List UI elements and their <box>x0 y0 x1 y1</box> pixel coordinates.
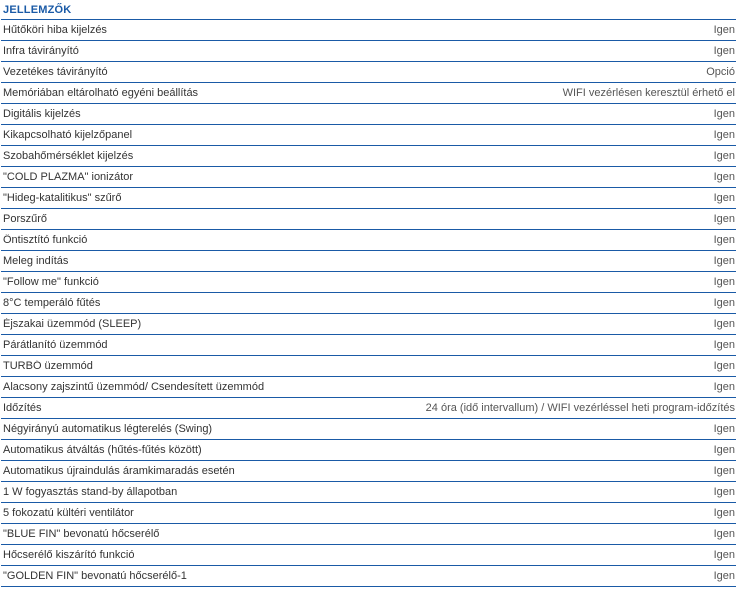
feature-value: Igen <box>713 255 735 267</box>
features-list <box>1 20 736 587</box>
table-row <box>1 440 736 461</box>
feature-label: "Follow me" funkció <box>3 276 99 288</box>
feature-label: Digitális kijelzés <box>3 108 81 120</box>
feature-value: Igen <box>713 444 735 456</box>
feature-label: Memóriában eltárolható egyéni beállítás <box>3 87 199 99</box>
table-row <box>1 41 736 62</box>
feature-value: Igen <box>713 24 735 36</box>
feature-value: Igen <box>713 318 735 330</box>
feature-value: Igen <box>713 297 735 309</box>
table-row <box>1 419 736 440</box>
feature-value: Igen <box>713 213 735 225</box>
table-row <box>1 293 736 314</box>
feature-label: Kikapcsolható kijelzőpanel <box>3 129 133 141</box>
table-row <box>1 398 736 419</box>
feature-label: Hűtőköri hiba kijelzés <box>3 24 107 36</box>
table-row <box>1 314 736 335</box>
feature-value: Igen <box>713 108 735 120</box>
feature-value: Igen <box>713 129 735 141</box>
feature-value: Igen <box>713 45 735 57</box>
feature-value: Igen <box>713 570 735 582</box>
feature-label: 5 fokozatú kültéri ventilátor <box>3 507 134 519</box>
feature-value: Igen <box>713 528 735 540</box>
table-row <box>1 83 736 104</box>
table-row <box>1 167 736 188</box>
table-row <box>1 251 736 272</box>
table-row <box>1 503 736 524</box>
feature-label: Automatikus újraindulás áramkimaradás esetén <box>3 465 235 477</box>
feature-label: "COLD PLAZMA" ionizátor <box>3 171 134 183</box>
feature-value: Igen <box>713 465 735 477</box>
feature-value: Opció <box>706 66 735 78</box>
feature-value: Igen <box>713 507 735 519</box>
feature-value: Igen <box>713 486 735 498</box>
table-row <box>1 20 736 41</box>
table-row <box>1 377 736 398</box>
feature-label: Vezetékes távirányító <box>3 66 108 78</box>
feature-label: Porszűrő <box>3 213 48 225</box>
table-row <box>1 335 736 356</box>
feature-label: 1 W fogyasztás stand-by állapotban <box>3 486 178 498</box>
table-row <box>1 104 736 125</box>
table-row <box>1 524 736 545</box>
feature-value: Igen <box>713 171 735 183</box>
feature-value: Igen <box>713 360 735 372</box>
feature-label: Meleg indítás <box>3 255 69 267</box>
feature-label: Szobahőmérséklet kijelzés <box>3 150 134 162</box>
table-row <box>1 461 736 482</box>
feature-label: Hőcserélő kiszárító funkció <box>3 549 135 561</box>
feature-value: Igen <box>713 234 735 246</box>
feature-label: Időzítés <box>3 402 42 414</box>
feature-label: "GOLDEN FIN" bevonatú hőcserélő-1 <box>3 570 187 582</box>
table-row <box>1 230 736 251</box>
feature-value: Igen <box>713 276 735 288</box>
feature-value: Igen <box>713 549 735 561</box>
section-title: JELLEMZŐK <box>1 0 736 20</box>
table-row <box>1 125 736 146</box>
feature-label: Éjszakai üzemmód (SLEEP) <box>3 318 142 330</box>
feature-label: "BLUE FIN" bevonatú hőcserélő <box>3 528 160 540</box>
table-row <box>1 62 736 83</box>
table-row <box>1 188 736 209</box>
feature-label: TURBÓ üzemmód <box>3 360 93 372</box>
feature-value: WIFI vezérlésen keresztül érhető el <box>562 87 735 99</box>
table-row <box>1 356 736 377</box>
feature-label: Négyirányú automatikus légterelés (Swing) <box>3 423 213 435</box>
feature-label: 8°C temperáló fűtés <box>3 297 101 309</box>
table-row <box>1 272 736 293</box>
feature-value: Igen <box>713 423 735 435</box>
feature-label: Infra távirányító <box>3 45 79 57</box>
table-row <box>1 146 736 167</box>
table-row <box>1 482 736 503</box>
table-row <box>1 566 736 587</box>
feature-value: 24 óra (idő intervallum) / WIFI vezérléssel heti program-időzítés <box>425 402 735 414</box>
feature-value: Igen <box>713 339 735 351</box>
table-row <box>1 545 736 566</box>
feature-value: Igen <box>713 381 735 393</box>
feature-label: Automatikus átváltás (hűtés-fűtés között) <box>3 444 202 456</box>
feature-value: Igen <box>713 192 735 204</box>
feature-label: Alacsony zajszintű üzemmód/ Csendesített üzemmód <box>3 381 265 393</box>
table-row <box>1 209 736 230</box>
feature-label: Öntisztító funkció <box>3 234 88 246</box>
feature-label: "Hideg-katalitikus" szűrő <box>3 192 122 204</box>
feature-label: Párátlanító üzemmód <box>3 339 108 351</box>
feature-value: Igen <box>713 150 735 162</box>
